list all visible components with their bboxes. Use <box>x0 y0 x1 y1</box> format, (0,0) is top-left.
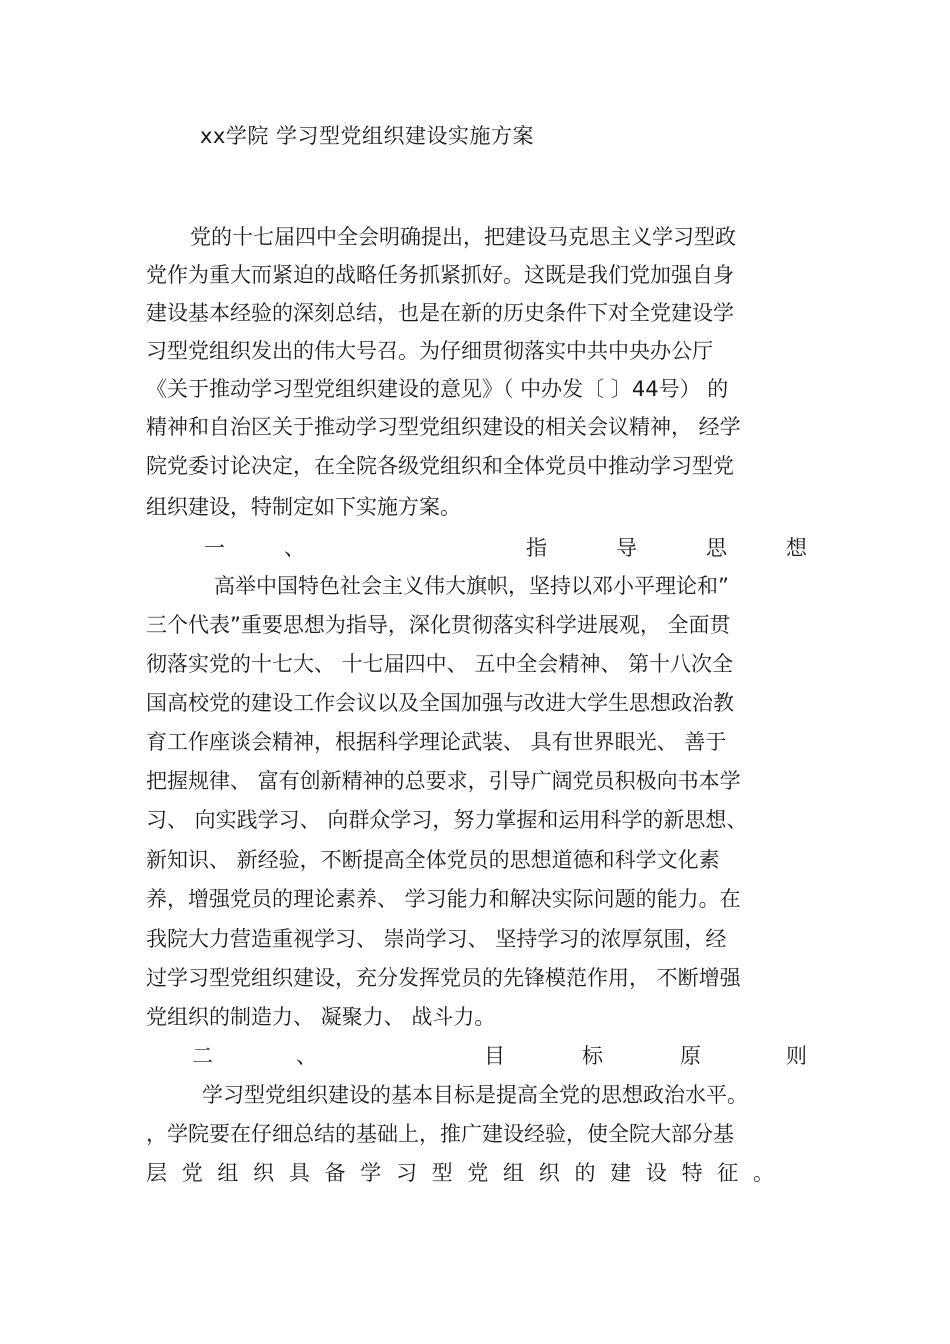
section-1-number: 一 <box>204 536 225 560</box>
section-2-number: 二 <box>192 1044 213 1068</box>
section-1-separator: 、 <box>284 536 305 560</box>
intro-line-5: 《关于推动学习型党组织建设的意见》（ 中办发〔 〕44号） 的 <box>146 377 729 401</box>
intro-line-8: 组织建设，特制定如下实施方案。 <box>146 495 461 519</box>
section-1-line-5: 育工作座谈会精神，根据科学理论武装、 具有世界眼光、 善于 <box>146 730 727 754</box>
section-2-char-2: 标 <box>582 1044 603 1068</box>
section-1-char-4: 想 <box>786 536 807 560</box>
section-2-char-1: 目 <box>484 1044 505 1068</box>
section-1-line-7: 习、 向实践学习、 向群众学习，努力掌握和运用科学的新思想、 <box>146 808 748 832</box>
section-1-line-3: 彻落实党的十七大、 十七届四中、 五中全会精神、 第十八次全 <box>146 652 734 676</box>
section-1-line-6: 把握规律、 富有创新精神的总要求，引导广阔党员积极向书本学 <box>146 769 741 793</box>
section-1-line-12: 党组织的制造力、 凝聚力、 战斗力。 <box>146 1005 496 1029</box>
intro-line-1: 党的十七届四中全会明确提出，把建设马克思主义学习型政 <box>190 225 736 249</box>
section-1-line-8: 新知识、 新经验，不断提高全体党员的思想道德和科学文化素 <box>146 848 720 872</box>
section-2-heading <box>146 1041 806 1071</box>
intro-line-6: 精神和自治区关于推动学习型党组织建设的相关会议精神， 经学 <box>146 415 741 439</box>
section-1-heading <box>146 533 806 563</box>
intro-line-3: 建设基本经验的深刻总结，也是在新的历史条件下对全党建设学 <box>146 301 734 325</box>
section-2-char-4: 则 <box>786 1044 807 1068</box>
section-2-line-2: ，学院要在仔细总结的基础上，推广建设经验，使全院大部分基 <box>146 1122 734 1146</box>
intro-line-7: 院党委讨论决定，在全院各级党组织和全体党员中推动学习型党 <box>146 454 734 478</box>
section-2-line-3: 层党组织具备学习型党组织的建设特征。 <box>146 1161 774 1185</box>
section-2-char-3: 原 <box>680 1044 701 1068</box>
section-1-char-3: 思 <box>706 536 727 560</box>
section-1-line-11: 过学习型党组织建设，充分发挥党员的先锋模范作用， 不断增强 <box>146 966 741 990</box>
section-1-line-10: 我院大力营造重视学习、 崇尚学习、 坚持学习的浓厚氛围，经 <box>146 927 727 951</box>
intro-line-4: 习型党组织发出的伟大号召。为仔细贯彻落实中共中央办公厅 <box>146 339 713 363</box>
section-1-line-4: 国高校党的建设工作会议以及全国加强与改进大学生思想政治教 <box>146 691 734 715</box>
document-title: xx学院 学习型党组织建设实施方案 <box>200 124 535 148</box>
intro-line-2: 党作为重大而紧迫的战略任务抓紧抓好。这既是我们党加强自身 <box>146 263 734 287</box>
section-1-line-9: 养，增强党员的理论素养、 学习能力和解决实际问题的能力。在 <box>146 887 741 911</box>
section-2-line-1: 学习型党组织建设的基本目标是提高全党的思想政治水平。 <box>202 1083 748 1107</box>
section-1-line-2: 三个代表”重要思想为指导，深化贯彻落实科学进展观， 全面贯 <box>146 613 731 637</box>
section-1-char-1: 指 <box>526 536 547 560</box>
section-1-char-2: 导 <box>616 536 637 560</box>
section-1-line-1: 高举中国特色社会主义伟大旗帜，坚持以邓小平理论和” <box>214 574 729 598</box>
section-2-separator: 、 <box>296 1044 317 1068</box>
